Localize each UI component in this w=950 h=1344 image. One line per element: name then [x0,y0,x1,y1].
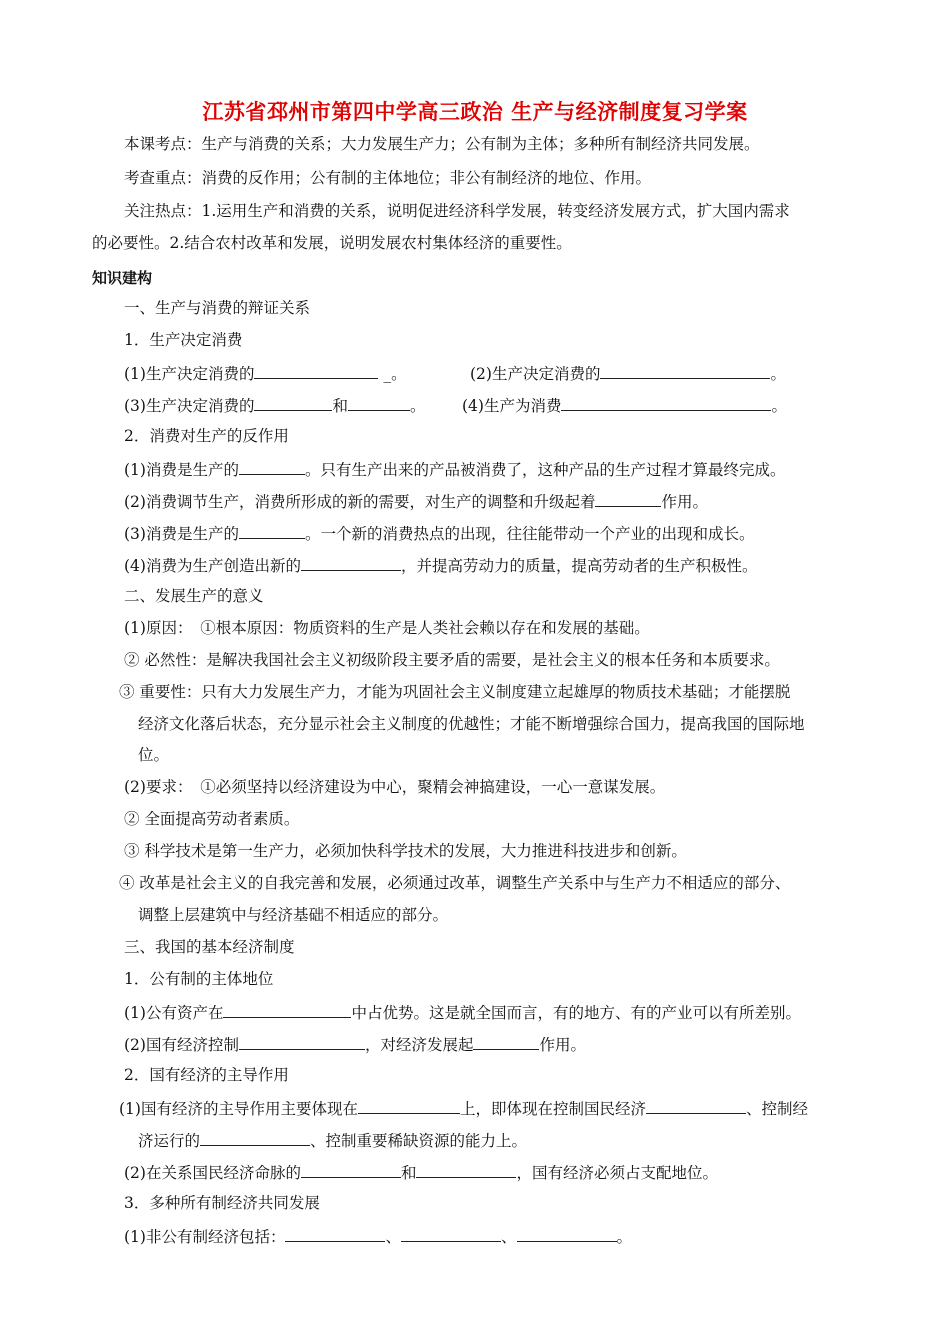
fill-blank[interactable] [473,1033,539,1050]
s3-sub1: 1．公有制的主体地位 [124,970,274,988]
s3-q2-pre: (2)在关系国民经济命脉的 [124,1164,301,1182]
s3-q1-post: 、控制经 [745,1100,808,1118]
page-title: 江苏省邳州市第四中学高三政治 生产与经济制度复习学案 [202,100,748,124]
s1-c1 [124,458,785,480]
fill-blank[interactable] [595,490,661,507]
s2-biran: ② 必然性：是解决我国社会主义初级阶段主要矛盾的需要，是社会主义的根本任务和本质要求。 [124,651,780,669]
s3-f1-pre: (1)非公有制经济包括： [124,1228,286,1246]
s1-row2b-end: 。 [771,397,787,415]
fill-blank[interactable] [285,1225,385,1242]
fill-blank[interactable] [254,394,332,411]
intro-kaodian: 本课考点：生产与消费的关系；大力发展生产力；公有制为主体；多种所有制经济共同发展。 [124,135,760,153]
fill-blank[interactable] [600,362,770,379]
s1-row2a-end: 。 [409,397,426,415]
s2-y3: ③ 科学技术是第一生产力，必须加快科学技术的发展，大力推进科技进步和创新。 [124,842,687,860]
s3-q1 [119,1097,808,1119]
s3-q1b-post: 、控制重要稀缺资源的能力上。 [310,1132,528,1150]
s1-row1a-end: _。 [378,365,407,383]
s1-c2-post: 作用。 [661,493,708,511]
s1-row1a-text: (1)生产决定消费的 [124,365,255,383]
s2-y4-line1: ④ 改革是社会主义的自我完善和发展，必须通过改革，调整生产关系中与生产力不相适应的部分、 [119,874,791,892]
fill-blank[interactable] [358,1097,460,1114]
s3-q1-pre: (1)国有经济的主导作用主要体现在 [119,1100,358,1118]
s2-y4-line2: 调整上层建筑中与经济基础不相适应的部分。 [138,906,449,924]
intro-zhongdian: 考查重点：消费的反作用；公有制的主体地位；非公有制经济的地位、作用。 [124,169,652,187]
s3-f1-sep2: 、 [500,1228,517,1246]
s3-p2-mid: ，对经济发展起 [364,1036,474,1054]
s2-yuanyin: (1)原因： ①根本原因：物质资料的生产是人类社会赖以存在和发展的基础。 [124,619,650,637]
s1-c1-post: 。只有生产出来的产品被消费了，这种产品的生产过程才算最终完成。 [304,461,786,479]
s2-yaoqiu: (2)要求： ①必须坚持以经济建设为中心，聚精会神搞建设，一心一意谋发展。 [124,778,666,796]
s3-q1b [138,1129,527,1151]
fill-blank[interactable] [561,394,771,411]
s1-row2a-text: (3)生产决定消费的 [124,397,255,415]
s3-p2-pre: (2)国有经济控制 [124,1036,239,1054]
fill-blank[interactable] [301,1161,401,1178]
s3-p1 [124,1001,801,1023]
fill-blank[interactable] [200,1129,310,1146]
s1-row1b-text: (2)生产决定消费的 [470,365,601,383]
intro-redian-line1: 关注热点：1.运用生产和消费的关系，说明促进经济科学发展，转变经济发展方式，扩大国内需求 [124,202,790,220]
s1-row1a [124,362,407,384]
s1-c3 [124,522,754,544]
s1-c4-pre: (4)消费为生产创造出新的 [124,557,301,575]
s1-c3-post: 。一个新的消费热点的出现，往往能带动一个产业的出现和成长。 [304,525,755,543]
s1-sub2: 2．消费对生产的反作用 [124,427,289,445]
fill-blank[interactable] [223,1001,351,1018]
s2-zhongyao-line3: 位。 [138,746,170,764]
s1-heading: 一、生产与消费的辩证关系 [124,299,311,317]
s3-f1-sep1: 、 [385,1228,401,1246]
fill-blank[interactable] [416,1161,516,1178]
intro-redian-line2: 的必要性。2.结合农村改革和发展，说明发展农村集体经济的重要性。 [92,234,572,252]
s1-row1b [470,362,786,384]
s3-sub2: 2．国有经济的主导作用 [124,1066,289,1084]
fill-blank[interactable] [239,522,305,539]
s1-row2b [462,394,787,416]
s3-p1-pre: (1)公有资产在 [124,1004,224,1022]
fill-blank[interactable] [239,1033,365,1050]
fill-blank[interactable] [401,1225,501,1242]
s1-c3-pre: (3)消费是生产的 [124,525,239,543]
s2-y2: ② 全面提高劳动者素质。 [124,810,300,828]
s1-row2a [124,394,426,416]
s3-sub3: 3．多种所有制经济共同发展 [124,1194,320,1212]
s3-q2-mid: 和 [400,1164,417,1182]
s3-p2-post: 作用。 [539,1036,586,1054]
s1-c4-post: ，并提高劳动力的质量，提高劳动者的生产积极性。 [400,557,758,575]
section-heading: 知识建构 [92,269,153,287]
s2-heading: 二、发展生产的意义 [124,587,264,605]
s1-c2-pre: (2)消费调节生产，消费所形成的新的需要，对生产的调整和升级起着 [124,493,596,511]
fill-blank[interactable] [348,394,410,411]
s3-heading: 三、我国的基本经济制度 [124,938,295,956]
s3-p1-post: 中占优势。这是就全国而言，有的地方、有的产业可以有所差别。 [351,1004,801,1022]
s1-c4 [124,554,757,576]
fill-blank[interactable] [646,1097,746,1114]
fill-blank[interactable] [301,554,401,571]
s2-zhongyao-line1: ③ 重要性：只有大力发展生产力，才能为巩固社会主义制度建立起雄厚的物质技术基础；才能摆脱 [119,683,791,701]
s3-f1 [124,1225,632,1247]
s2-zhongyao-line2: 经济文化落后状态，充分显示社会主义制度的优越性；才能不断增强综合国力，提高我国的国际地 [138,715,805,733]
fill-blank[interactable] [254,362,378,379]
s3-q1b-pre: 济运行的 [138,1132,201,1150]
s3-q1-mid: 上，即体现在控制国民经济 [459,1100,646,1118]
s1-c2 [124,490,708,512]
s1-row1b-end: 。 [770,365,786,383]
s1-row2b-text: (4)生产为消费 [462,397,562,415]
s1-sub1: 1．生产决定消费 [124,331,243,349]
fill-blank[interactable] [239,458,305,475]
s3-q2-post: ，国有经济必须占支配地位。 [516,1164,718,1182]
fill-blank[interactable] [517,1225,617,1242]
s3-f1-end: 。 [616,1228,633,1246]
s3-q2 [124,1161,718,1183]
s3-p2 [124,1033,586,1055]
s1-c1-pre: (1)消费是生产的 [124,461,239,479]
s1-row2a-mid: 和 [332,397,348,415]
